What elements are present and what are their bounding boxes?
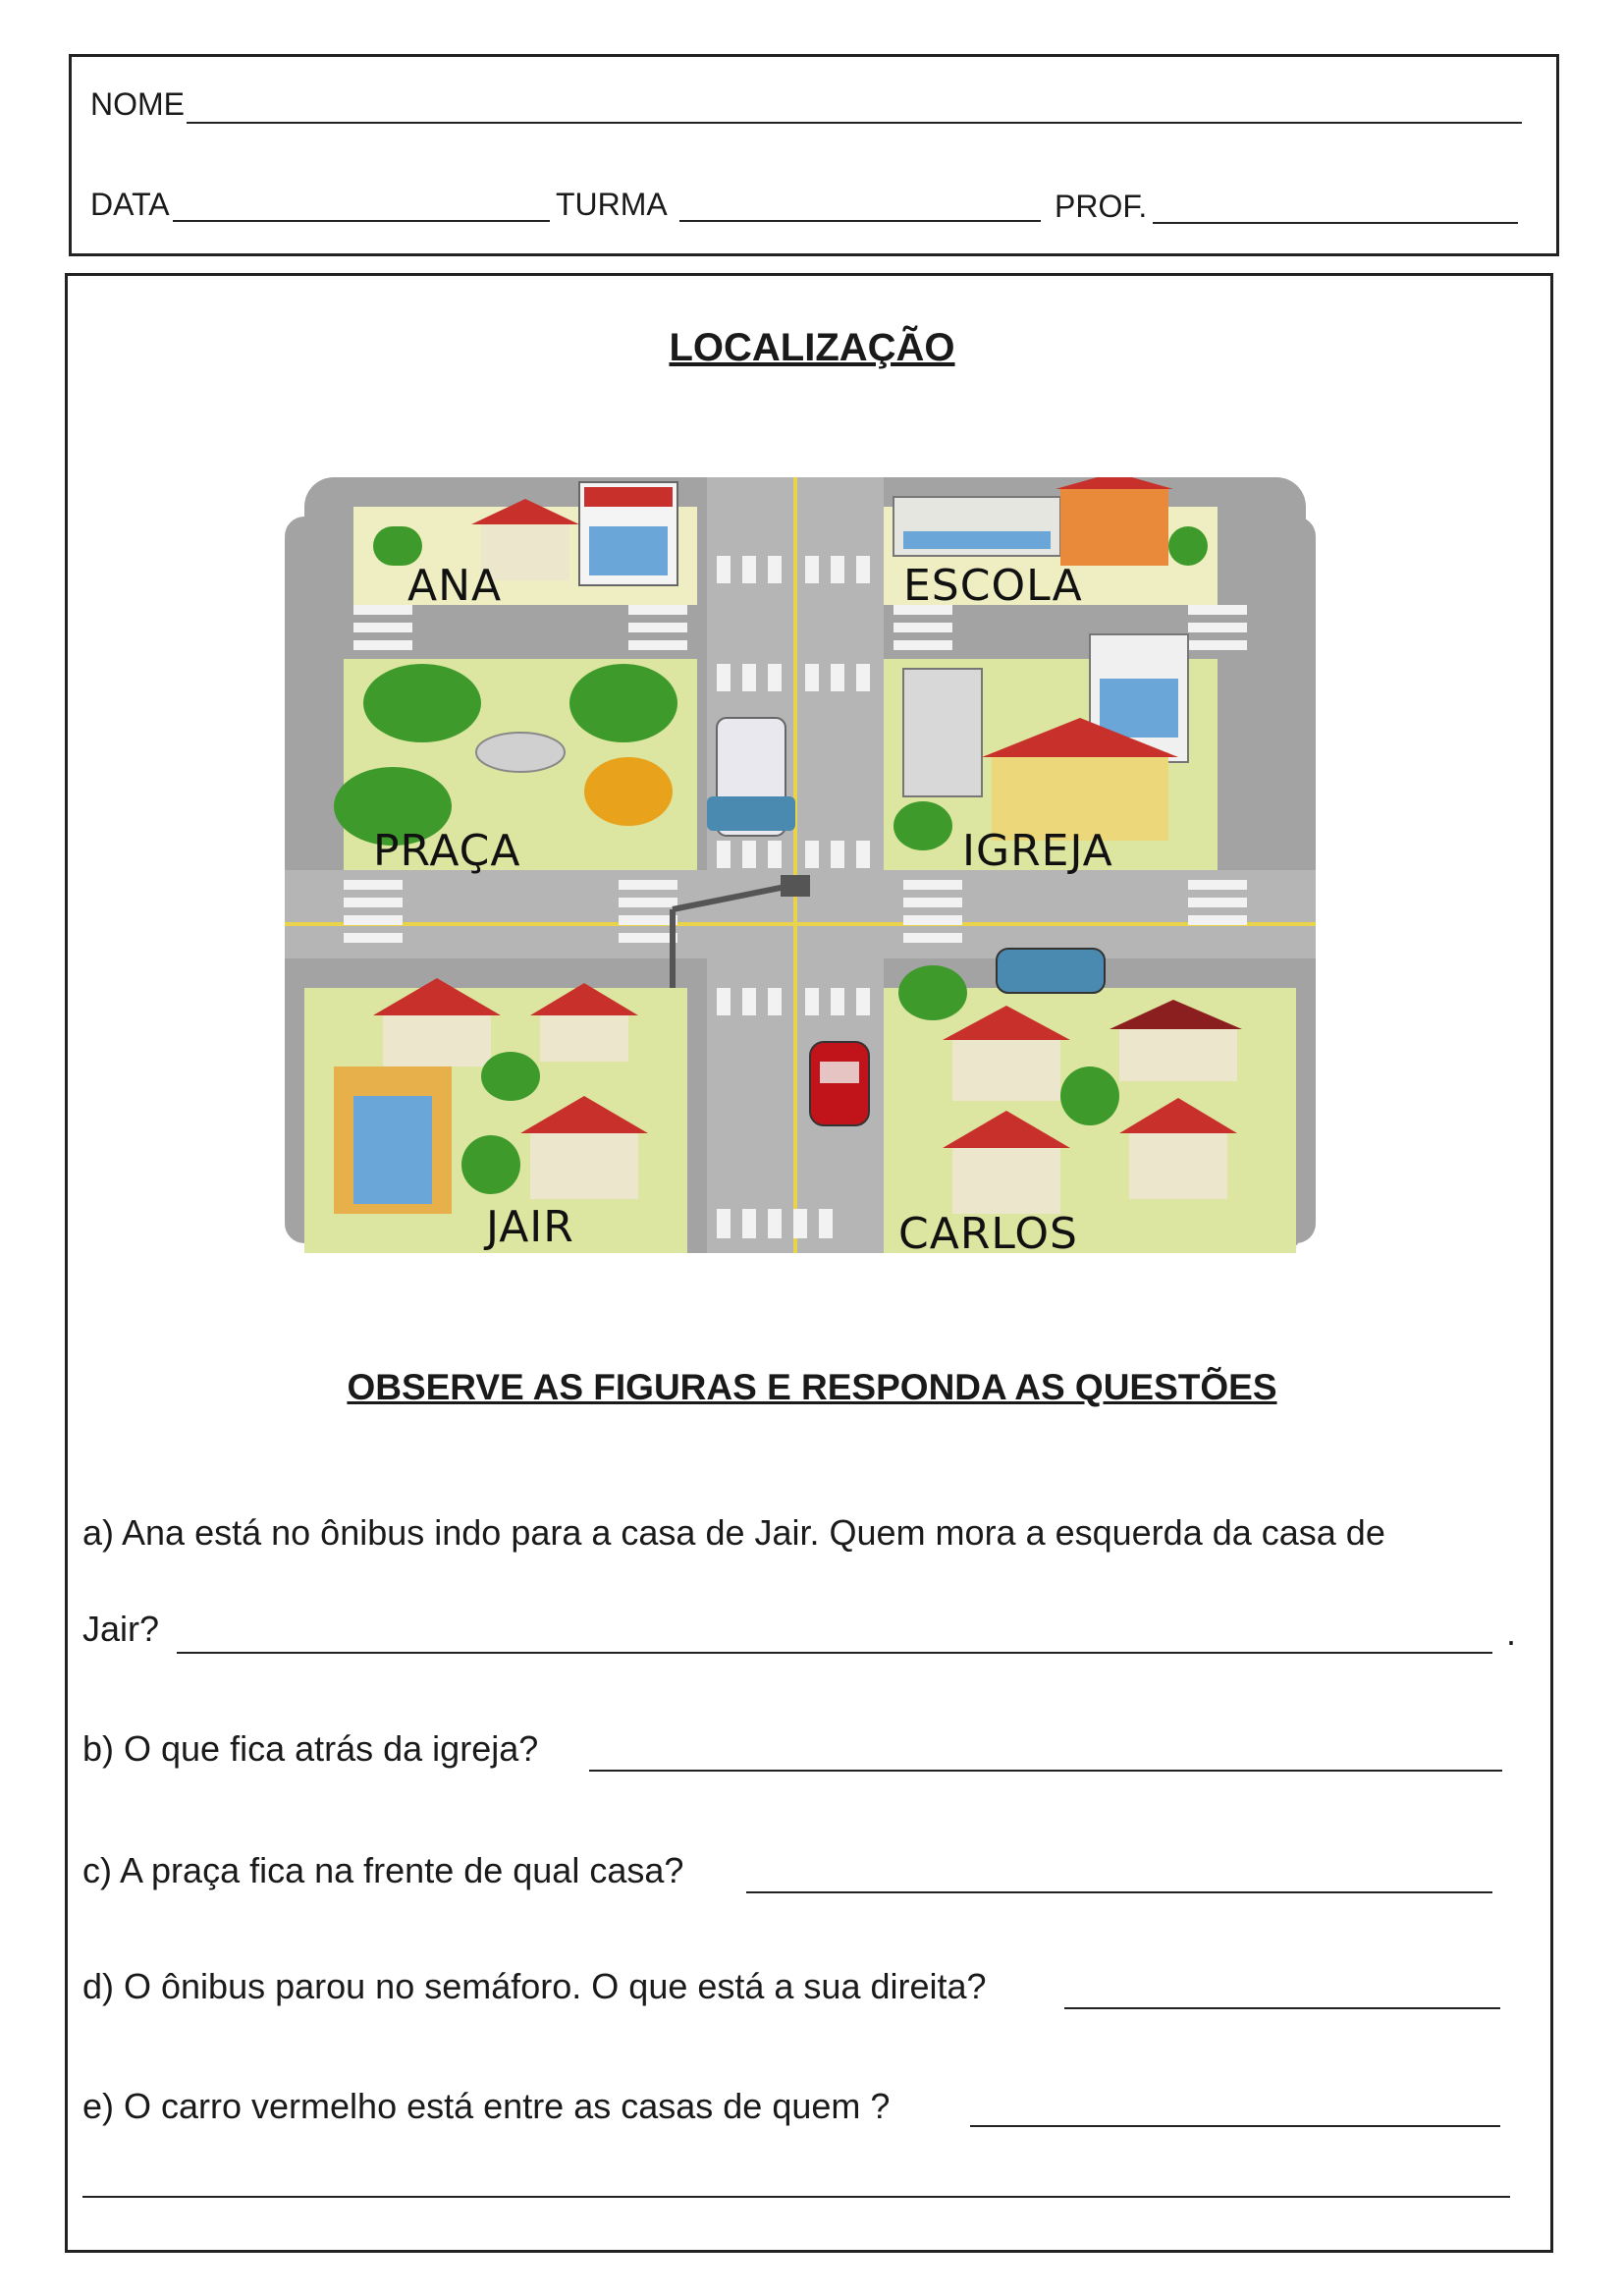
label-escola: ESCOLA bbox=[903, 561, 1083, 611]
answer-d-field[interactable] bbox=[1064, 2007, 1500, 2009]
question-e: e) O carro vermelho está entre as casas de quem ? bbox=[82, 2086, 891, 2126]
answer-a-field[interactable] bbox=[177, 1652, 1492, 1654]
answer-e-extra-line[interactable] bbox=[82, 2196, 1510, 2198]
page-title: LOCALIZAÇÃO bbox=[669, 326, 955, 369]
class-field[interactable] bbox=[679, 220, 1041, 222]
blue-car bbox=[997, 949, 1105, 993]
bus bbox=[707, 718, 795, 836]
label-jair: JAIR bbox=[486, 1202, 574, 1252]
instruction-heading: OBSERVE AS FIGURAS E RESPONDA AS QUESTÕES bbox=[347, 1367, 1277, 1407]
label-ana: ANA bbox=[407, 561, 503, 611]
question-a-line2: Jair? bbox=[82, 1609, 160, 1649]
class-label: TURMA bbox=[556, 187, 668, 222]
name-field[interactable] bbox=[187, 122, 1522, 124]
question-d: d) O ônibus parou no semáforo. O que está a sua direita? bbox=[82, 1966, 987, 2006]
question-a-line1: a) Ana está no ônibus indo para a casa de Jair. Quem mora a esquerda da casa de bbox=[82, 1512, 1385, 1553]
question-a-period: . bbox=[1506, 1613, 1517, 1653]
student-info-box bbox=[69, 54, 1559, 256]
label-carlos: CARLOS bbox=[898, 1209, 1078, 1253]
answer-e-field[interactable] bbox=[970, 2125, 1500, 2127]
name-label: NOME bbox=[90, 86, 185, 122]
question-b: b) O que fica atrás da igreja? bbox=[82, 1728, 539, 1769]
label-igreja: IGREJA bbox=[962, 826, 1113, 876]
neighborhood-map bbox=[285, 477, 1316, 1253]
red-car bbox=[810, 1042, 869, 1125]
date-field[interactable] bbox=[173, 220, 550, 222]
answer-c-field[interactable] bbox=[746, 1891, 1492, 1893]
date-label: DATA bbox=[90, 187, 170, 222]
answer-b-field[interactable] bbox=[589, 1770, 1502, 1772]
teacher-label: PROF. bbox=[1055, 189, 1148, 224]
label-praca: PRAÇA bbox=[373, 826, 521, 876]
teacher-field[interactable] bbox=[1153, 222, 1518, 224]
question-c: c) A praça fica na frente de qual casa? bbox=[82, 1850, 684, 1890]
